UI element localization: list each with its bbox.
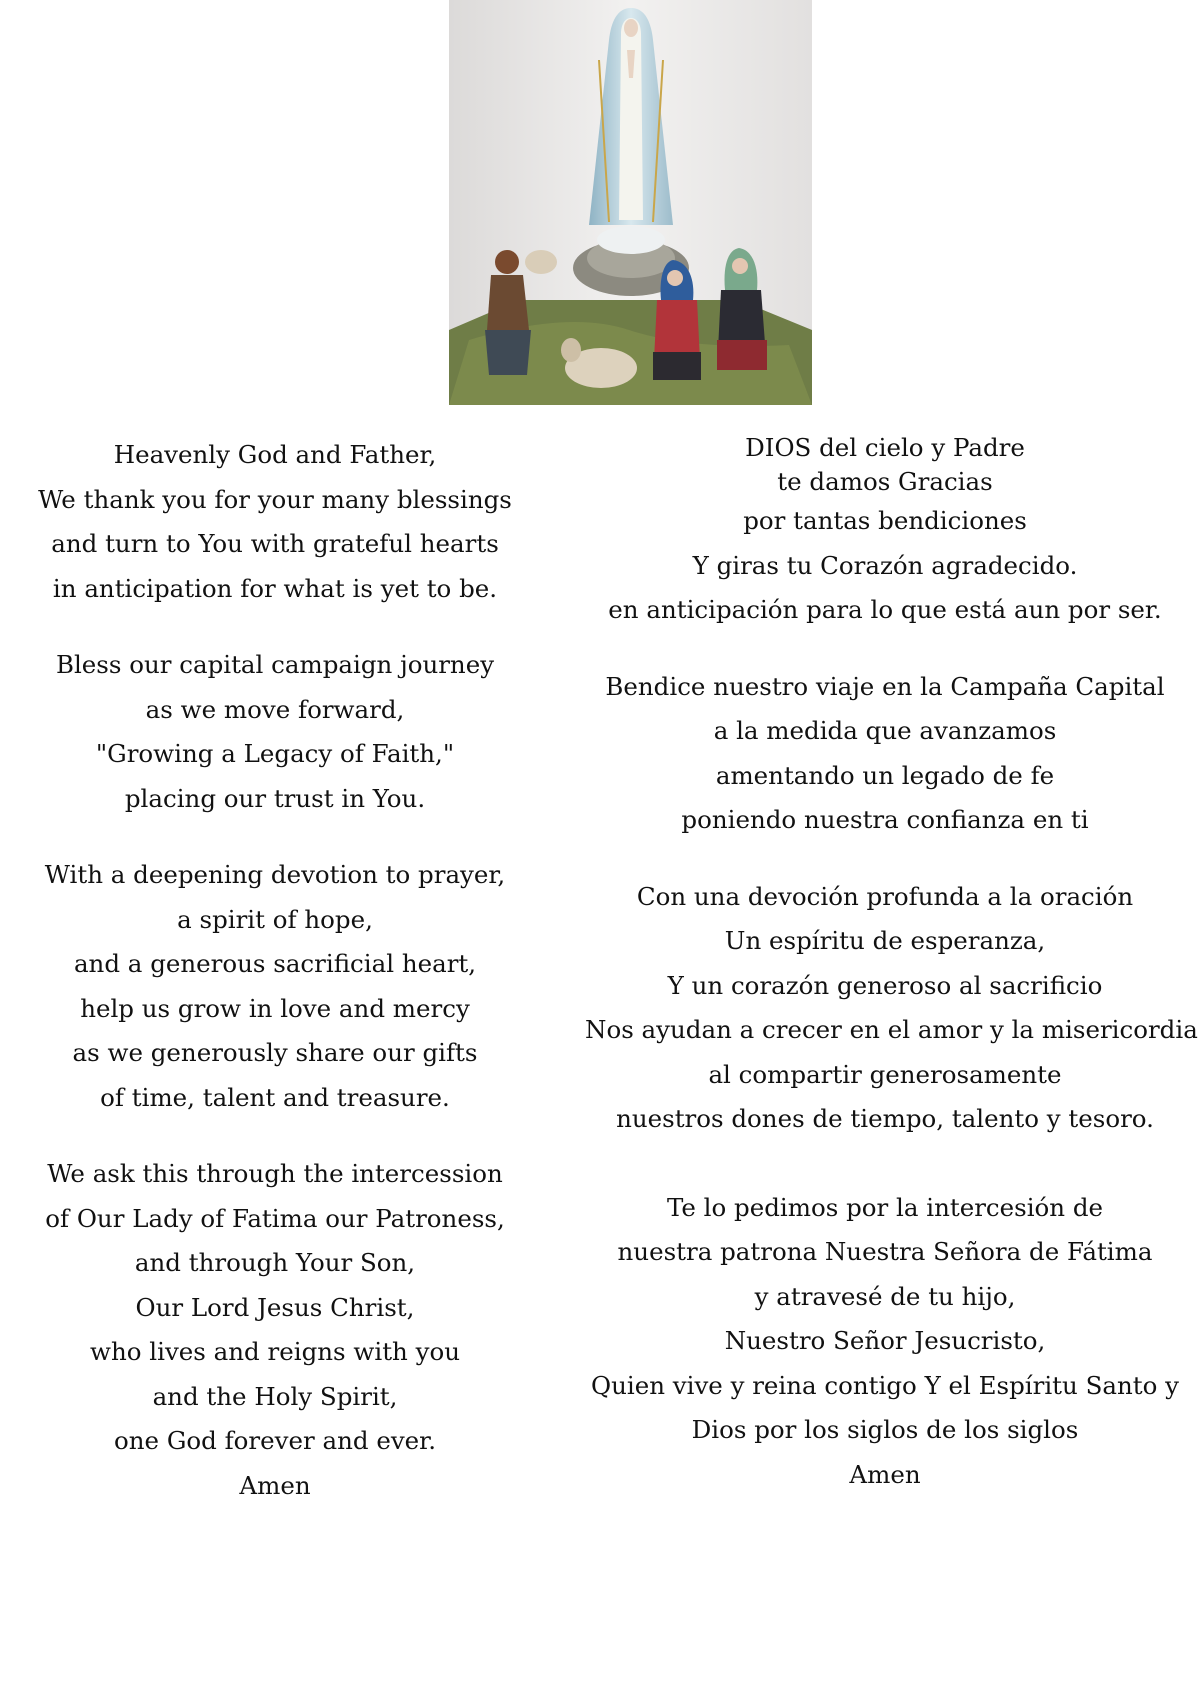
prayer-line: as we move forward,	[145, 694, 405, 724]
prayer-line: a spirit of hope,	[177, 904, 373, 934]
amen-line: Amen	[239, 1470, 311, 1500]
prayer-line: poniendo nuestra confianza en ti	[681, 805, 1089, 834]
prayer-line: and a generous sacrificial heart,	[73, 949, 477, 978]
prayer-line: We ask this through the intercession	[47, 1159, 503, 1188]
prayer-line: Heavenly God and Father,	[113, 440, 437, 469]
prayer-line: With a deepening devotion to prayer,	[44, 860, 506, 889]
spanish-stanza-2	[585, 665, 1185, 843]
prayer-line: en anticipación para lo que está aun por ser.	[608, 595, 1162, 624]
prayer-line: Dios por los siglos de los siglos	[691, 1415, 1079, 1444]
prayer-line: amentando un legado de fe	[715, 760, 1055, 790]
prayer-line: who lives and reigns with you	[90, 1337, 460, 1366]
prayer-line: DIOS del cielo y Padre	[745, 433, 1025, 462]
statue-scene-illustration	[449, 0, 812, 405]
prayer-line: and turn to You with grateful hearts	[51, 529, 499, 558]
prayer-line: Te lo pedimos por la intercesión de	[666, 1192, 1104, 1222]
prayer-line: Our Lord Jesus Christ,	[135, 1292, 415, 1322]
prayer-line: y atravesé de tu hijo,	[754, 1281, 1016, 1311]
english-prayer	[20, 433, 530, 1508]
prayer-line: as we generously share our gifts	[72, 1038, 478, 1067]
prayer-line: Nuestro Señor Jesucristo,	[724, 1326, 1046, 1355]
spanish-stanza-1	[585, 431, 1185, 633]
prayer-line: and through Your Son,	[134, 1248, 416, 1277]
prayer-line: por tantas bendiciones	[743, 506, 1027, 535]
prayer-line: Quien vive y reina contigo Y el Espíritu Santo y	[591, 1370, 1179, 1400]
prayer-line: Y giras tu Corazón agradecido.	[692, 550, 1078, 580]
prayer-line: nuestra patrona Nuestra Señora de Fátima	[617, 1237, 1153, 1266]
prayer-line: of Our Lady of Fatima our Patroness,	[45, 1203, 505, 1233]
spanish-stanza-4	[585, 1186, 1185, 1498]
english-stanza-2	[20, 643, 530, 821]
prayer-line: in anticipation for what is yet to be.	[52, 573, 498, 603]
prayer-line: placing our trust in You.	[124, 783, 426, 813]
prayer-line: "Growing a Legacy of Faith,"	[95, 739, 455, 768]
prayer-line: help us grow in love and mercy	[80, 993, 470, 1023]
prayer-line: Un espíritu de esperanza,	[724, 926, 1046, 955]
prayer-line: Nos ayudan a crecer en el amor y la misericordia	[585, 1015, 1198, 1044]
prayer-line: nuestros dones de tiempo, talento y tesoro.	[616, 1104, 1154, 1133]
prayer-line: and the Holy Spirit,	[152, 1381, 398, 1411]
our-lady-of-fatima-statue-photo	[449, 0, 812, 405]
amen-line: Amen	[849, 1459, 921, 1489]
prayer-line: of time, talent and treasure.	[100, 1082, 450, 1112]
english-stanza-4	[20, 1152, 530, 1508]
spanish-prayer	[585, 431, 1198, 1497]
english-stanza-3	[20, 853, 530, 1120]
prayer-line: We thank you for your many blessings	[38, 484, 512, 514]
prayer-line: Y un corazón generoso al sacrificio	[667, 970, 1103, 1000]
prayer-line: te damos Gracias	[777, 467, 993, 496]
prayer-line: Bless our capital campaign journey	[55, 650, 495, 679]
prayer-line: a la medida que avanzamos	[713, 716, 1057, 745]
prayer-line: Con una devoción profunda a la oración	[636, 881, 1134, 911]
prayer-line: al compartir generosamente	[708, 1059, 1062, 1089]
prayer-line: Bendice nuestro viaje en la Campaña Capital	[605, 671, 1165, 701]
english-stanza-1	[20, 433, 530, 611]
prayer-line: one God forever and ever.	[114, 1426, 436, 1455]
spanish-stanza-3	[585, 875, 1198, 1142]
